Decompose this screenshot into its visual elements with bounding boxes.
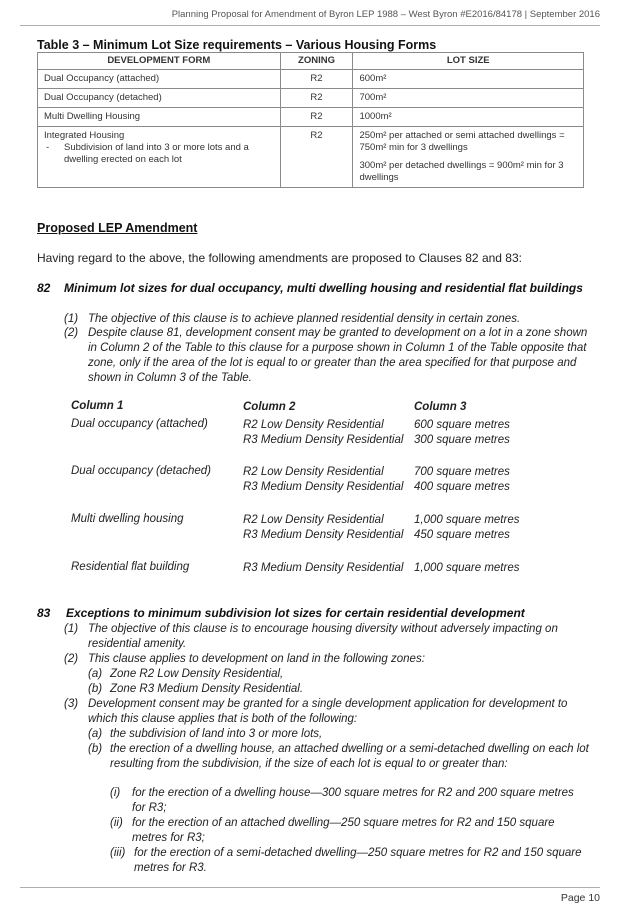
lot-size-detached: 300m² per detached dwellings = 900m² min for 3 dwellings bbox=[359, 160, 564, 183]
item-label: (1) bbox=[64, 313, 79, 325]
cell-size: 700m² bbox=[353, 89, 584, 108]
item-text: for the erection of an attached dwelling—250 square metres for R2 and 150 square metres for R3; bbox=[132, 817, 555, 844]
clause-83-number: 83 bbox=[37, 606, 51, 620]
dash-bullet: - bbox=[46, 142, 50, 153]
column-1-cell: Dual occupancy (detached) bbox=[71, 465, 211, 477]
cell-size: 1000m² bbox=[353, 108, 584, 127]
lot-size-attached: 250m² per attached or semi attached dwellings = 750m² min for 3 dwellings bbox=[359, 130, 565, 153]
item-label: (ii) bbox=[110, 817, 123, 829]
zone-line: R3 Medium Density Residential bbox=[243, 434, 404, 446]
clause-83-item-3b-i bbox=[110, 786, 590, 816]
column-3-header: Column 3 bbox=[414, 401, 467, 413]
column-1-cell: Residential flat building bbox=[71, 561, 190, 573]
clause-83-item-2b bbox=[88, 682, 588, 697]
cell-form bbox=[38, 127, 281, 188]
item-label: (1) bbox=[64, 623, 79, 635]
table-row bbox=[38, 108, 584, 127]
clause-83-item-3b-ii bbox=[110, 816, 590, 846]
column-1-cell: Dual occupancy (attached) bbox=[71, 418, 208, 430]
table-row bbox=[38, 70, 584, 89]
zone-line: R3 Medium Density Residential bbox=[243, 481, 404, 493]
cell-form: Dual Occupancy (detached) bbox=[38, 89, 281, 108]
column-header: ZONING bbox=[280, 53, 353, 70]
zone-line: R3 Medium Density Residential bbox=[243, 529, 404, 541]
item-label: (a) bbox=[88, 728, 103, 740]
item-text: This clause applies to development on land in the following zones: bbox=[88, 653, 425, 665]
clause-83-item-2a bbox=[88, 667, 588, 682]
table-row bbox=[38, 127, 584, 188]
item-text: the erection of a dwelling house, an attached dwelling or a semi-detached dwelling on each lot resulting from the subdivision, if the size of each lot is equal to or greater than: bbox=[110, 743, 589, 770]
item-label: (i) bbox=[110, 787, 121, 799]
amendment-intro: Having regard to the above, the following amendments are proposed to Clauses 82 and 83: bbox=[37, 251, 522, 265]
column-2-header: Column 2 bbox=[243, 401, 296, 413]
item-text: The objective of this clause is to achieve planned residential density in certain zones. bbox=[88, 313, 521, 325]
item-text: the subdivision of land into 3 or more lots, bbox=[110, 728, 323, 740]
item-label: (b) bbox=[88, 683, 103, 695]
item-label: (2) bbox=[64, 327, 79, 339]
cell-size bbox=[353, 127, 584, 188]
zone-line: R2 Low Density Residential bbox=[243, 419, 384, 431]
cell-zone: R2 bbox=[280, 108, 353, 127]
table-header-row bbox=[38, 53, 584, 70]
cell-form: Dual Occupancy (attached) bbox=[38, 70, 281, 89]
item-text: for the erection of a semi-detached dwelling—250 square metres for R2 and 150 square metres for R3. bbox=[134, 847, 582, 874]
table-title: Table 3 – Minimum Lot Size requirements – Various Housing Forms bbox=[37, 38, 437, 52]
cell-form: Multi Dwelling Housing bbox=[38, 108, 281, 127]
clause-82-number: 82 bbox=[37, 281, 51, 295]
item-text: Zone R3 Medium Density Residential. bbox=[110, 683, 304, 695]
zone-line: R2 Low Density Residential bbox=[243, 466, 384, 478]
integrated-housing-label: Integrated Housing bbox=[44, 130, 125, 141]
area-line: 450 square metres bbox=[414, 529, 510, 541]
item-label: (iii) bbox=[110, 847, 126, 859]
table-row bbox=[38, 89, 584, 108]
clause-83-item-2 bbox=[64, 652, 594, 667]
clause-83-item-1 bbox=[64, 622, 594, 652]
footer-divider bbox=[20, 887, 600, 888]
cell-zone: R2 bbox=[280, 127, 353, 188]
area-line: 700 square metres bbox=[414, 466, 510, 478]
column-3-cell bbox=[414, 418, 510, 448]
column-2-cell bbox=[243, 561, 413, 576]
column-2-cell bbox=[243, 418, 413, 448]
clause-83-item-3a bbox=[88, 727, 588, 742]
area-line: 300 square metres bbox=[414, 434, 510, 446]
page-number: Page 10 bbox=[560, 892, 600, 904]
cell-zone: R2 bbox=[280, 89, 353, 108]
list-item bbox=[44, 142, 274, 166]
clause-83-item-3b-iii bbox=[110, 846, 595, 876]
clause-83-item-3 bbox=[64, 697, 594, 727]
item-text: Development consent may be granted for a single development application for development to which this clause applies that is both of the following: bbox=[88, 698, 568, 725]
area-line: 1,000 square metres bbox=[414, 562, 520, 574]
cell-zone: R2 bbox=[280, 70, 353, 89]
integrated-sub-list bbox=[44, 142, 274, 166]
item-text: for the erection of a dwelling house—300 square metres for R2 and 200 square metres for R3; bbox=[132, 787, 574, 814]
area-line: 600 square metres bbox=[414, 419, 510, 431]
clause-82-item-2 bbox=[64, 326, 594, 386]
item-label: (b) bbox=[88, 743, 103, 755]
cell-size: 600m² bbox=[353, 70, 584, 89]
amendment-heading: Proposed LEP Amendment bbox=[37, 221, 198, 235]
column-1-cell: Multi dwelling housing bbox=[71, 513, 184, 525]
item-label: (a) bbox=[88, 668, 103, 680]
zone-line: R2 Low Density Residential bbox=[243, 514, 384, 526]
header-divider bbox=[20, 25, 600, 26]
column-3-cell bbox=[414, 465, 510, 495]
clause-83-title: Exceptions to minimum subdivision lot sizes for certain residential development bbox=[66, 606, 525, 620]
clause-82-item-1 bbox=[64, 312, 594, 327]
item-text: The objective of this clause is to encourage housing diversity without adversely impacting on residential amenity. bbox=[88, 623, 558, 650]
column-2-cell bbox=[243, 465, 413, 495]
zone-line: R3 Medium Density Residential bbox=[243, 562, 404, 574]
item-label: (2) bbox=[64, 653, 79, 665]
clause-83-item-3b bbox=[88, 742, 598, 772]
column-header: LOT SIZE bbox=[353, 53, 584, 70]
column-3-cell bbox=[414, 561, 519, 576]
lot-size-table bbox=[37, 52, 584, 188]
clause-82-title: Minimum lot sizes for dual occupancy, multi dwelling housing and residential flat buildings bbox=[64, 281, 583, 295]
area-line: 1,000 square metres bbox=[414, 514, 520, 526]
integrated-sub-text: Subdivision of land into 3 or more lots and a dwelling erected on each lot bbox=[64, 142, 249, 165]
item-text: Despite clause 81, development consent may be granted to development on a lot in a zone shown in Column 2 of the Table to this clause for a purpose shown in Column 1 of the Table opposite that zone, only if the area of the lot is equal to or greater than the area specified for that purpose and shown in Column 3 of the Table. bbox=[88, 327, 588, 384]
column-2-cell bbox=[243, 513, 413, 543]
column-1-header: Column 1 bbox=[71, 400, 124, 412]
item-text: Zone R2 Low Density Residential, bbox=[110, 668, 284, 680]
page-header: Planning Proposal for Amendment of Byron LEP 1988 – West Byron #E2016/84178 | September 2016 bbox=[171, 9, 600, 20]
item-label: (3) bbox=[64, 698, 79, 710]
column-header: DEVELOPMENT FORM bbox=[38, 53, 281, 70]
column-3-cell bbox=[414, 513, 519, 543]
area-line: 400 square metres bbox=[414, 481, 510, 493]
